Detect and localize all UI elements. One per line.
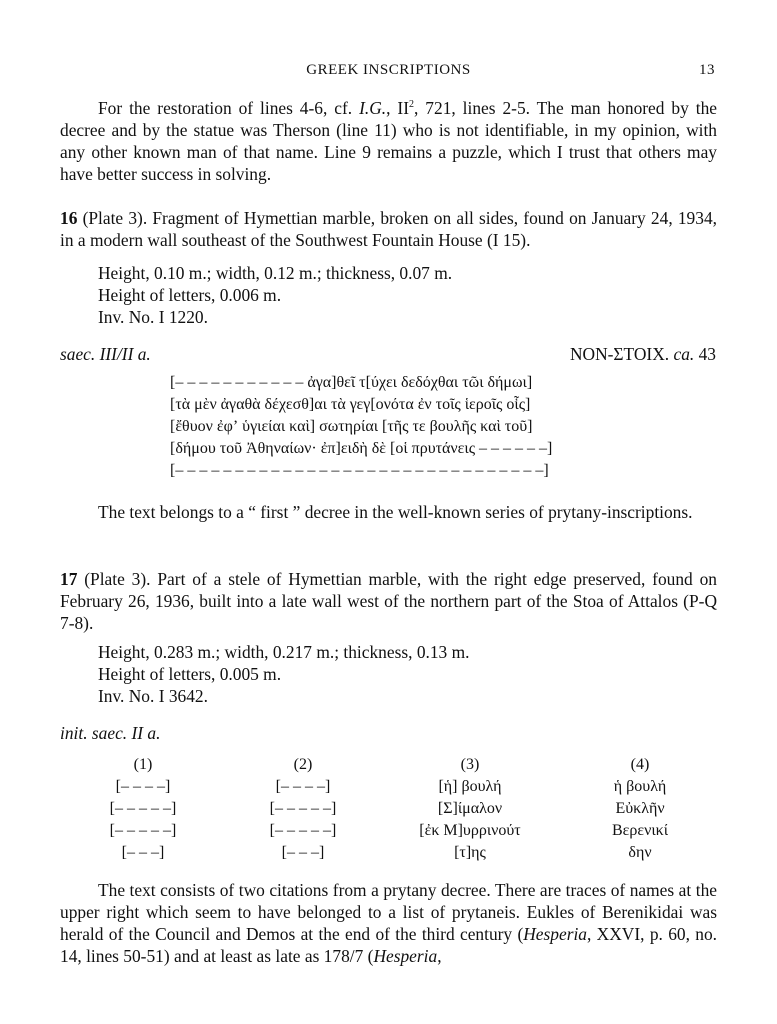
column-line: [ἐκ Μ]υρρινούτ: [419, 822, 521, 839]
intro-paragraph: [60, 97, 717, 185]
inscription-line: [– – – – – – – – – – – – – – – – – – – – – – – – – – – – – – –]: [170, 462, 549, 479]
column-line: [– – – – –]: [269, 800, 337, 817]
column-line: δην: [628, 844, 652, 861]
entry-16-inventory: Inv. No. I 1220.: [98, 307, 208, 327]
column-line: [τ]ης: [454, 844, 486, 861]
style-ca: ca.: [673, 344, 695, 364]
column-line: [– – – –]: [275, 778, 331, 795]
text-run: ,: [437, 946, 442, 966]
column-line: [– – – – –]: [269, 822, 337, 839]
entry-16-dimensions: Height, 0.10 m.; width, 0.12 m.; thickness, 0.07 m.: [98, 263, 453, 283]
entry-17-letter-height: Height of letters, 0.005 m.: [98, 664, 282, 684]
text-run: The text consists of two citations from a prytany decree. There are traces of names at the upper right which seem to have belonged to a list of prytaneis. Eukles of Berenikidai was herald of the Council and Demos at the end of the third century (: [60, 880, 717, 944]
column-line: Βερενικί: [612, 822, 668, 839]
running-header: [0, 62, 777, 79]
column-line: ἡ βουλή: [613, 778, 667, 795]
column-line: [– – – – –]: [109, 822, 177, 839]
text-run: , XXVI, p. 60, no. 14, lines 50-51) and at least as late as 178/7 (: [60, 924, 717, 966]
entry-17-description: [60, 568, 717, 634]
inscription-line: [– – – – – – – – – – – ἀγα]θεῖ τ[ύχει δεδόχθαι τῶι δήμωι]: [170, 374, 533, 391]
entry-16-style: [570, 343, 716, 365]
text-run: , II: [386, 98, 410, 118]
entry-16-letter-height: Height of letters, 0.006 m.: [98, 285, 282, 305]
header-title: GREEK INSCRIPTIONS: [306, 62, 471, 78]
entry-17-measurements: [98, 641, 698, 707]
italic-text-run: Hesperia: [523, 924, 588, 944]
entry-17-inventory: Inv. No. I 3642.: [98, 686, 208, 706]
entry-16-date: saec. III/II a.: [60, 344, 151, 364]
entry-17-date: init. saec. II a.: [60, 723, 161, 743]
entry-16-text: (Plate 3). Fragment of Hymettian marble, broken on all sides, found on January 24, 1934, in a modern wall southeast of the Southwest Fountain House (I 15).: [60, 208, 717, 250]
inscription-line: [ἔθυον ἐφʼ ὑγιείαι καὶ] σωτηρίαι [τῆς τε βουλῆς καὶ τοῦ]: [170, 418, 533, 435]
entry-17-dimensions: Height, 0.283 m.; width, 0.217 m.; thickness, 0.13 m.: [98, 642, 470, 662]
inscription-column-2: [258, 754, 348, 864]
column-heading: (1): [133, 756, 153, 773]
text-run: For the restoration of lines 4-6, cf.: [98, 98, 360, 118]
entry-16-number: 16: [60, 208, 78, 228]
italic-text-run: I.G.: [359, 98, 387, 118]
column-line: Εὐκλῆν: [615, 800, 665, 817]
column-line: [– – –]: [121, 844, 165, 861]
entry-17-columns: [60, 754, 740, 872]
inscription-line: [τὰ μὲν ἀγαθὰ δέχεσθ]αι τὰ γεγ[ονότα ἐν τοῖς ἱεροῖς οἷς]: [170, 396, 531, 413]
inscription-column-3: [410, 754, 530, 864]
column-line: [– – – – –]: [109, 800, 177, 817]
text-run: , 721, lines 2-5. The man honored by the decree and by the statue was Therson (line 11) who is not identifiable, in my opinion, with any other known man of that name. Line 9 remains a puzzle, which I trust that others may have better success in solving.: [60, 98, 717, 184]
style-count: 43: [698, 344, 716, 364]
inscription-line: [δήμου τοῦ Ἀθηναίων· ἐπ]ειδὴ δὲ [οἱ πρυτάνεις – – – – – –]: [170, 440, 553, 457]
page-number: 13: [699, 62, 715, 78]
column-line: [ἡ] βουλή: [438, 778, 502, 795]
style-label: NON-ΣΤΟΙΧ.: [569, 344, 670, 364]
entry-17-number: 17: [60, 569, 78, 589]
column-line: [– – –]: [281, 844, 325, 861]
column-heading: (3): [460, 756, 480, 773]
column-heading: (4): [630, 756, 650, 773]
entry-16-description: [60, 207, 717, 251]
inscription-column-1: [98, 754, 188, 864]
superscript-run: 2: [409, 99, 415, 111]
column-line: [Σ]ίμαλον: [437, 800, 503, 817]
entry-16-commentary: The text belongs to a “ first ” decree in the well-known series of prytany-inscriptions.: [98, 502, 693, 522]
entry-16-measurements: [98, 262, 698, 328]
inscription-column-4: [595, 754, 685, 864]
entry-16-inscription: [170, 372, 620, 482]
italic-text-run: Hesperia: [373, 946, 438, 966]
column-line: [– – – –]: [115, 778, 171, 795]
entry-17-commentary: [60, 879, 717, 967]
entry-17-text: (Plate 3). Part of a stele of Hymettian marble, with the right edge preserved, found on February 26, 1936, built into a late wall west of the northern part of the Stoa of Attalos (P-Q 7-8).: [60, 569, 717, 633]
column-heading: (2): [293, 756, 313, 773]
